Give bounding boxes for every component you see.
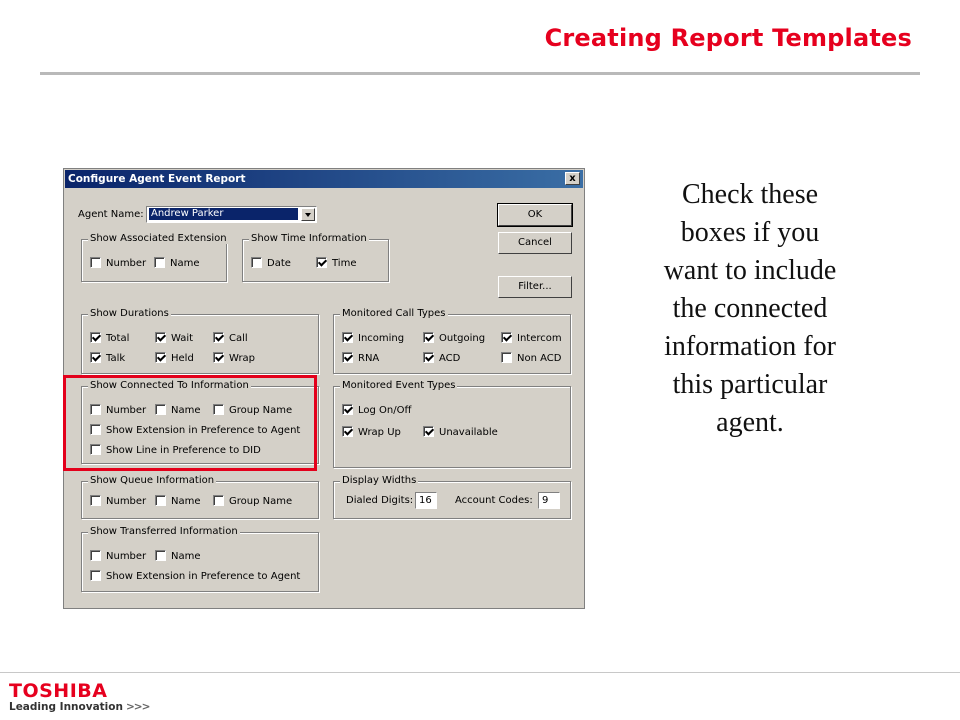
group-label: Show Time Information (251, 233, 367, 244)
checkbox-label: Total (106, 333, 130, 344)
checkbox-label: Name (171, 496, 201, 507)
checkbox-log-on-off[interactable] (342, 404, 411, 416)
group-label: Show Transferred Information (90, 526, 238, 537)
checkbox-label: Number (106, 405, 147, 416)
checkbox-box[interactable] (213, 495, 224, 506)
checkbox-label: RNA (358, 353, 380, 364)
callout-line: Check these (681, 179, 819, 210)
checkbox-transferred-number[interactable] (90, 550, 146, 562)
callout-line: agent. (716, 407, 784, 438)
checkbox-label: ACD (439, 353, 461, 364)
tagline-text: Leading Innovation (9, 701, 123, 713)
group-label: Show Durations (90, 308, 169, 319)
checkbox-wrap-up[interactable] (342, 426, 401, 438)
checkbox-label: Show Extension in Preference to Agent (106, 571, 301, 582)
checkbox-date[interactable] (251, 257, 291, 269)
checkbox-label: Group Name (229, 405, 293, 416)
checkbox-assoc-number[interactable] (90, 257, 146, 269)
group-display-widths (333, 475, 571, 519)
checkbox-queue-name[interactable] (155, 495, 201, 507)
group-label: Monitored Event Types (342, 380, 456, 391)
checkbox-label: Show Extension in Preference to Agent (106, 425, 301, 436)
toshiba-logo: TOSHIBA (9, 680, 108, 702)
tagline (9, 701, 149, 713)
checkbox-label: Number (106, 551, 147, 562)
checkbox-label: Number (106, 258, 147, 269)
checkbox-wait[interactable] (155, 332, 193, 344)
checkbox-label: Name (170, 258, 200, 269)
tagline-arrows-icon: >>> (125, 701, 150, 713)
checkbox-box[interactable] (90, 352, 101, 363)
group-time-information (242, 233, 389, 282)
checkbox-label: Log On/Off (358, 405, 412, 416)
callout-line: boxes if you (680, 217, 820, 248)
chevron-down-icon[interactable] (301, 208, 315, 221)
checkbox-box[interactable] (501, 352, 512, 363)
ok-button[interactable]: OK (498, 204, 572, 226)
dialog-titlebar (65, 170, 583, 188)
checkbox-box[interactable] (155, 495, 166, 506)
checkbox-label: Wait (171, 333, 194, 344)
checkbox-label: Intercom (517, 333, 562, 344)
group-label: Show Associated Extension (90, 233, 227, 244)
callout-line: this particular (672, 369, 828, 400)
agent-name-select[interactable] (146, 206, 317, 223)
checkbox-box[interactable] (155, 550, 166, 561)
checkbox-box[interactable] (90, 495, 101, 506)
callout-line: want to include (663, 255, 837, 286)
close-icon: x (569, 173, 576, 184)
checkbox-label: Held (171, 353, 194, 364)
checkbox-box[interactable] (342, 352, 353, 363)
checkbox-box[interactable] (423, 352, 434, 363)
close-button[interactable] (565, 172, 580, 185)
checkbox-box[interactable] (423, 426, 434, 437)
checkbox-box[interactable] (90, 332, 101, 343)
checkbox-box[interactable] (213, 332, 224, 343)
account-codes-label: Account Codes: (455, 495, 533, 506)
checkbox-label: Group Name (229, 496, 293, 507)
filter-button[interactable]: Filter... (498, 276, 572, 298)
account-codes-field[interactable]: 9 (538, 492, 560, 509)
checkbox-non-acd[interactable] (501, 352, 561, 364)
checkbox-box[interactable] (501, 332, 512, 343)
highlight-box (63, 375, 317, 471)
checkbox-transferred-name[interactable] (155, 550, 201, 562)
group-monitored-call-types (333, 308, 571, 374)
group-associated-extension (81, 233, 227, 282)
group-durations (81, 308, 319, 374)
checkbox-label: Name (171, 405, 201, 416)
checkbox-label: Show Line in Preference to DID (106, 445, 261, 456)
checkbox-box[interactable] (155, 352, 166, 363)
group-label: Display Widths (342, 475, 417, 486)
callout-line: information for (664, 331, 836, 362)
checkbox-transferred-ext-pref[interactable] (90, 570, 300, 582)
checkbox-box[interactable] (90, 550, 101, 561)
checkbox-label: Talk (106, 353, 126, 364)
agent-name-value: Andrew Parker (149, 208, 298, 220)
checkbox-box[interactable] (90, 257, 101, 268)
checkbox-wrap[interactable] (213, 352, 255, 364)
checkbox-box[interactable] (251, 257, 262, 268)
callout-text (634, 176, 866, 442)
checkbox-box[interactable] (342, 332, 353, 343)
checkbox-queue-number[interactable] (90, 495, 146, 507)
checkbox-call[interactable] (213, 332, 248, 344)
checkbox-label: Unavailable (439, 427, 498, 438)
checkbox-held[interactable] (155, 352, 194, 364)
callout-line: the connected (672, 293, 828, 324)
dialed-digits-field[interactable]: 16 (415, 492, 437, 509)
checkbox-label: Number (106, 496, 147, 507)
checkbox-label: Date (267, 258, 291, 269)
dialed-digits-label: Dialed Digits: (346, 495, 414, 506)
group-queue-information (81, 475, 319, 519)
checkbox-outgoing[interactable] (423, 332, 485, 344)
agent-name-label: Agent Name: (78, 209, 144, 220)
checkbox-label: Outgoing (439, 333, 486, 344)
checkbox-label: Name (171, 551, 201, 562)
group-monitored-event-types (333, 380, 571, 468)
checkbox-box[interactable] (154, 257, 165, 268)
checkbox-label: Wrap (229, 353, 256, 364)
cancel-button[interactable]: Cancel (498, 232, 572, 254)
checkbox-box[interactable] (342, 404, 353, 415)
checkbox-rna[interactable] (342, 352, 379, 364)
checkbox-label: Wrap Up (358, 427, 401, 438)
checkbox-box[interactable] (316, 257, 327, 268)
group-label: Show Queue Information (90, 475, 215, 486)
checkbox-talk[interactable] (90, 352, 125, 364)
checkbox-incoming[interactable] (342, 332, 404, 344)
checkbox-box[interactable] (155, 332, 166, 343)
checkbox-unavailable[interactable] (423, 426, 498, 438)
checkbox-box[interactable] (423, 332, 434, 343)
dialog-title: Configure Agent Event Report (68, 173, 246, 185)
checkbox-queue-group-name[interactable] (213, 495, 292, 507)
group-transferred-information (81, 526, 319, 592)
group-label: Monitored Call Types (342, 308, 446, 319)
checkbox-box[interactable] (90, 570, 101, 581)
checkbox-label: Call (229, 333, 248, 344)
group-label: Show Connected To Information (90, 380, 249, 391)
checkbox-label: Non ACD (517, 353, 562, 364)
checkbox-label: Incoming (358, 333, 405, 344)
slide-title: Creating Report Templates (544, 24, 912, 52)
checkbox-box[interactable] (342, 426, 353, 437)
checkbox-time[interactable] (316, 257, 356, 269)
checkbox-total[interactable] (90, 332, 129, 344)
checkbox-acd[interactable] (423, 352, 460, 364)
footer-divider (0, 672, 960, 673)
checkbox-intercom[interactable] (501, 332, 562, 344)
checkbox-box[interactable] (213, 352, 224, 363)
checkbox-assoc-name[interactable] (154, 257, 200, 269)
checkbox-label: Time (332, 258, 357, 269)
title-divider (40, 72, 920, 75)
